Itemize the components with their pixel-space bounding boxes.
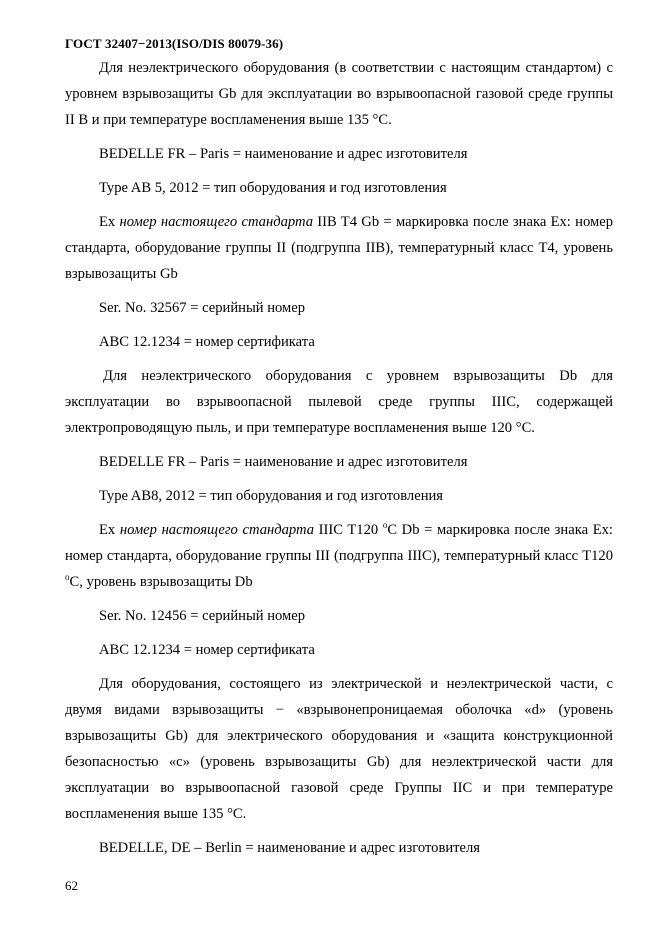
standard-number-italic: номер настоящего стандарта	[119, 214, 313, 230]
standard-number-italic: номер настоящего стандарта	[119, 522, 315, 538]
paragraph-ex-marking-1	[65, 209, 613, 287]
degree-superscript: o	[65, 572, 70, 582]
page-number: 62	[65, 878, 78, 893]
paragraph-gas-equipment-intro: Для неэлектрического оборудования (в соответствии с настоящим стандартом) с уровнем взрывозащиты Gb для эксплуатации во взрывоопасной газовой среде группы II В и при температуре воспламенения выше 135 °С.	[65, 60, 613, 128]
document-header: ГОСТ 32407−2013(ISO/DIS 80079-36)	[65, 36, 284, 51]
document-body	[65, 55, 613, 869]
paragraph-ex-marking-2	[65, 517, 613, 595]
paragraph-certificate-2: АВС 12.1234 = номер сертификата	[99, 642, 315, 658]
paragraph-type-1: Type AB 5, 2012 = тип оборудования и год изготовления	[99, 180, 447, 196]
paragraph-manufacturer-2: BEDELLE FR – Paris = наименование и адрес изготовителя	[99, 454, 468, 470]
ex-marking-part-2: C Db = маркировка после знака Ex: номер стандарта, оборудование группы III (подгруппа IIIC), температурный класс Т120	[65, 522, 613, 564]
paragraph-serial-2: Ser. No. 12456 = серийный номер	[99, 608, 306, 624]
ex-prefix: Ex	[99, 522, 120, 538]
ex-marking-part-3: C, уровень взрывозащиты Db	[69, 574, 253, 590]
paragraph-combined-equipment-intro: Для оборудования, состоящего из электрической и неэлектрической части, с двумя видами взрывозащиты − «взрывонепроницаемая оболочка «d» (уровень взрывозащиты Gb) для электрического оборудования и «защита конструкционной безопасностью «c» (уровень взрывозащиты Gb) для неэлектрической части для эксплуатации во взрывоопасной газовой среде Группы IIC и при температуре воспламенения выше 135 °С.	[65, 676, 613, 822]
degree-superscript: o	[382, 520, 388, 530]
paragraph-type-2: Type AB8, 2012 = тип оборудования и год изготовления	[99, 488, 444, 504]
paragraph-dust-equipment-intro: Для неэлектрического оборудования с уровнем взрывозащиты Db для эксплуатации во взрывоопасной пылевой среде группы IIIC, содержащей электропроводящую пыль, и при температуре воспламенения выше 120 °С.	[65, 368, 613, 436]
ex-marking-part-1: IIIC T120	[314, 522, 383, 538]
ex-marking-description: IIB T4 Gb = маркировка после знака Ex: номер стандарта, оборудование группы II (подгруппа IIB), температурный класс Т4, уровень взрывозащиты Gb	[65, 214, 613, 282]
paragraph-manufacturer-3: BEDELLE, DE – Berlin = наименование и адрес изготовителя	[99, 840, 480, 856]
paragraph-certificate-1: АВС 12.1234 = номер сертификата	[99, 334, 315, 350]
paragraph-serial-1: Ser. No. 32567 = серийный номер	[99, 300, 306, 316]
ex-prefix: Ex	[99, 214, 120, 230]
paragraph-manufacturer-1: BEDELLE FR – Paris = наименование и адрес изготовителя	[99, 146, 468, 162]
